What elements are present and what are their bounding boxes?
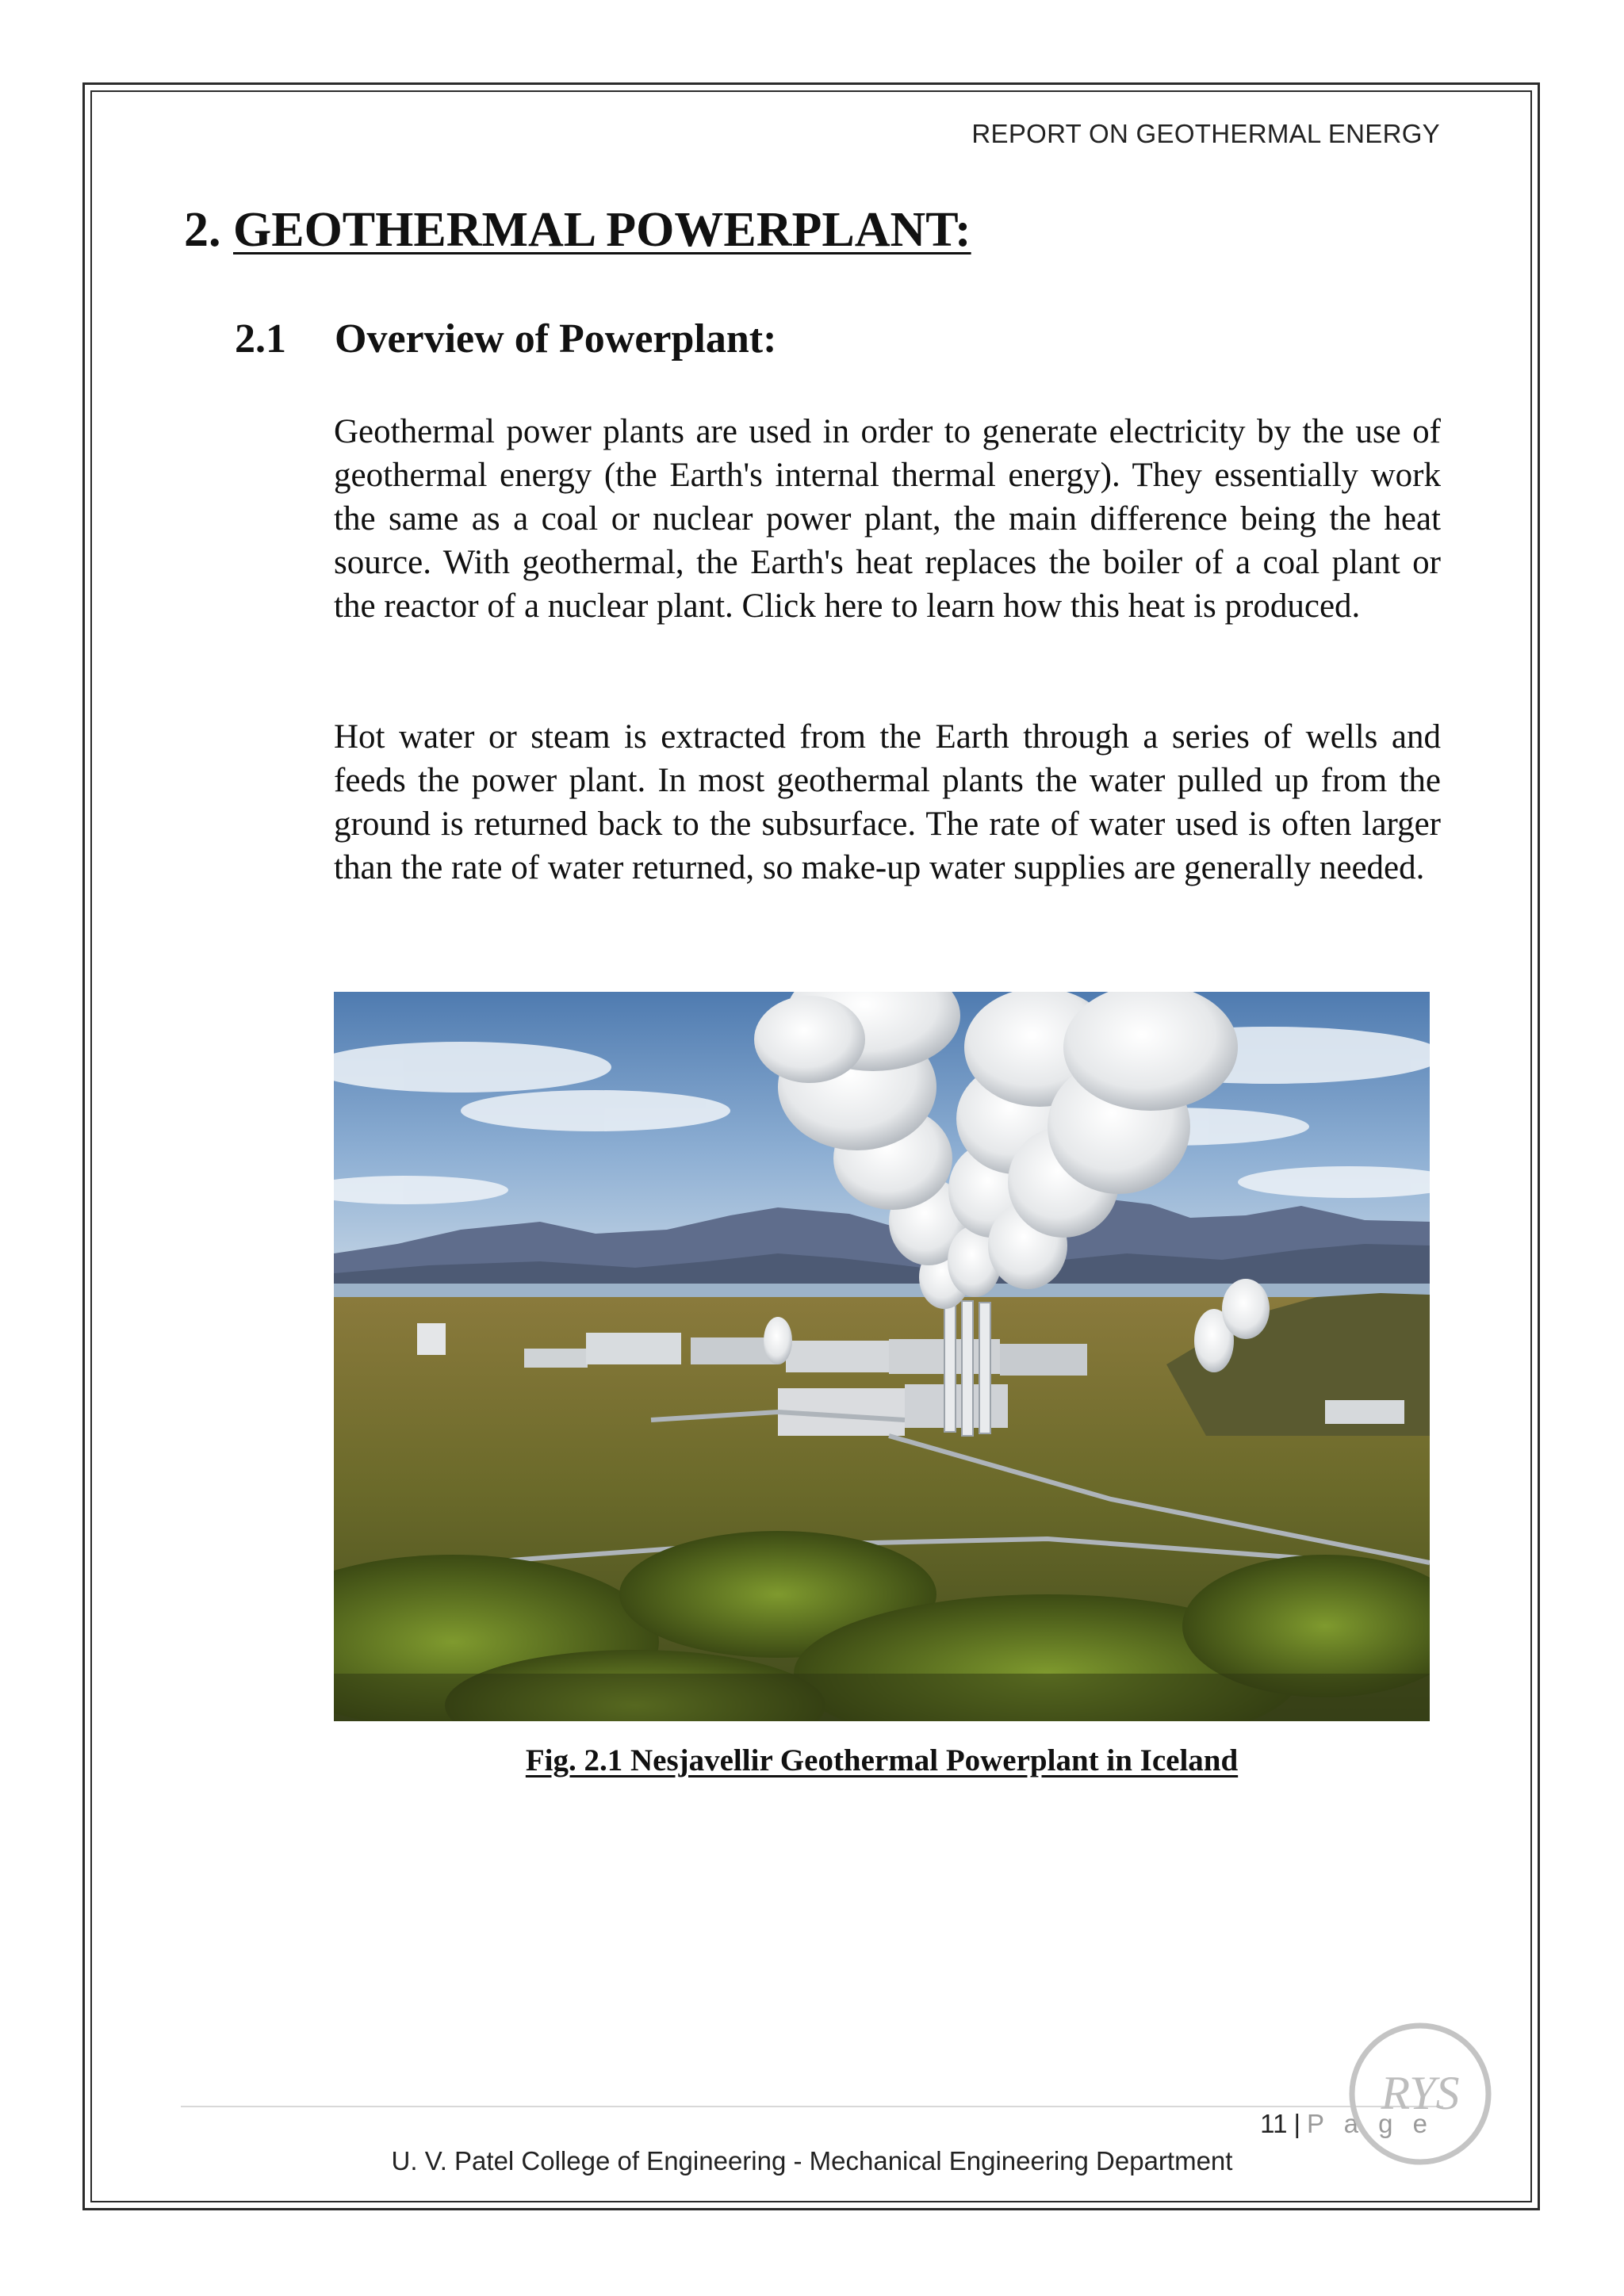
section-heading xyxy=(184,202,971,258)
photo-illustration xyxy=(334,992,1430,1721)
subsection-heading xyxy=(235,316,776,362)
footer-divider xyxy=(181,2106,1443,2107)
foreground-shadow xyxy=(334,1674,1430,1721)
paragraph-wells: Hot water or steam is extracted from the Earth through a series of wells and feeds the power plant. In most geothermal plants the water pulled up from the ground is returned back to the subsurface. The rate of water used is often larger than the rate of water returned, so make-up water supplies are generally needed. xyxy=(334,718,1441,886)
footer-institution: U. V. Patel College of Engineering - Mechanical Engineering Department xyxy=(391,2146,1233,2175)
figure-caption: Fig. 2.1 Nesjavellir Geothermal Powerplant in Iceland xyxy=(525,1743,1239,1777)
paragraph-overview: Geothermal power plants are used in order to generate electricity by the use of geothermal energy (the Earth's internal thermal energy). They essentially work the same as a coal or nuclear power plant, the main difference being the heat source. With geothermal, the Earth's heat replaces the boiler of a coal plant or the reactor of a nuclear plant. Click here to learn how this heat is produced. xyxy=(334,413,1441,625)
geothermal-plant-photo xyxy=(334,992,1430,1721)
page-word: P a g e xyxy=(1307,2109,1434,2138)
section-number: 2. xyxy=(184,203,221,257)
page-separator: | xyxy=(1293,2109,1301,2138)
subsection-title: Overview of Powerplant: xyxy=(335,316,777,362)
page-number-value: 11 xyxy=(1260,2109,1288,2138)
watermark-stamp xyxy=(1346,2020,1494,2168)
subsection-number: 2.1 xyxy=(235,316,286,362)
svg-text:RYS: RYS xyxy=(1381,2067,1460,2119)
section-title: GEOTHERMAL POWERPLANT: xyxy=(233,203,971,257)
chimneys xyxy=(944,1301,990,1436)
running-header: REPORT ON GEOTHERMAL ENERGY xyxy=(971,119,1440,148)
